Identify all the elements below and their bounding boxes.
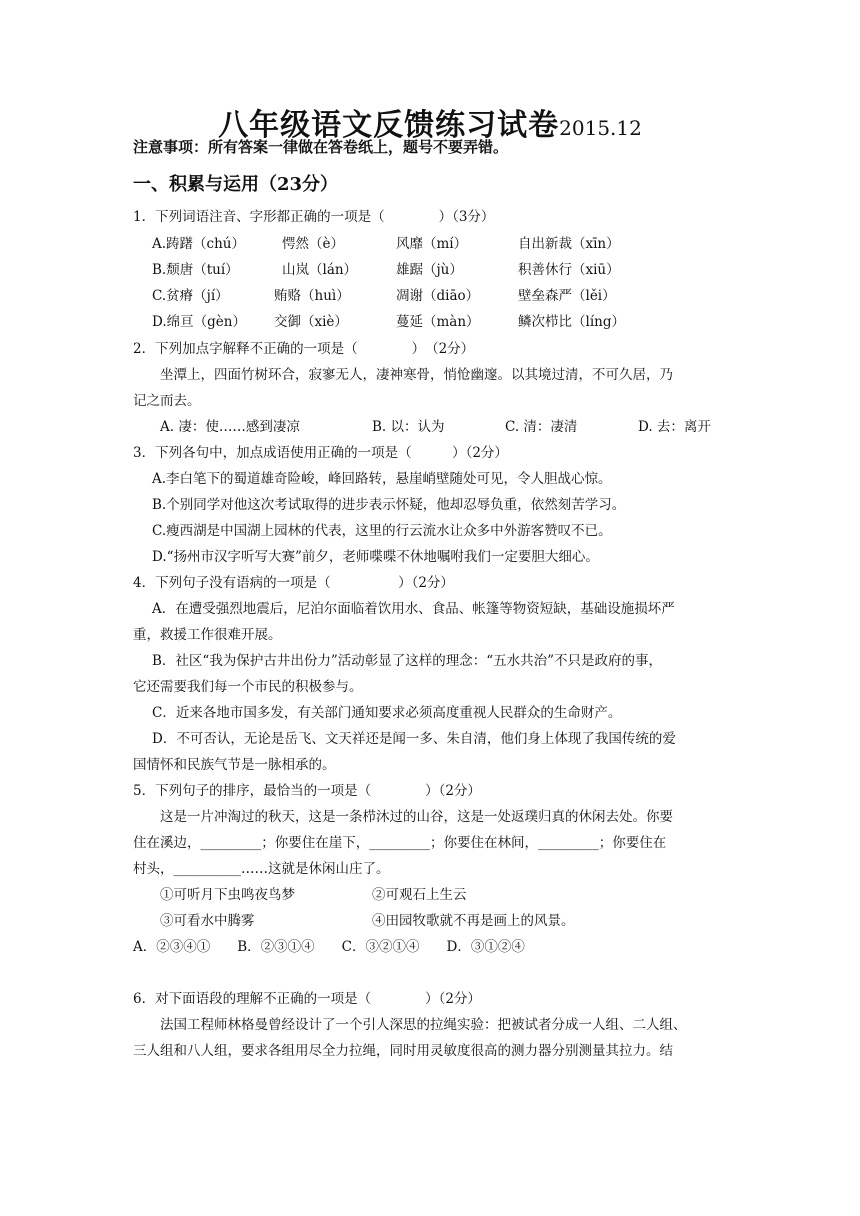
q1-d3: 蔓延（màn）: [396, 314, 480, 330]
q1-a3: 风靡（mí）: [396, 236, 468, 252]
q4-option-b-line1: B．社区“我为保护古井出份力”活动彰显了这样的理念：“五水共治”不只是政府的事，: [152, 653, 663, 669]
q2-passage-line2: 记之而去。: [133, 393, 201, 409]
q5-passage-line1: 这是一片冲淘过的秋天，这是一条栉沐过的山谷，这是一处返璞归真的休闲去处。你要: [160, 809, 673, 825]
q5-passage-line3: 村头，__________……这就是休闲山庄了。: [133, 861, 390, 877]
q5-sentence-2: ②可观石上生云: [372, 887, 467, 903]
q1-b1: B.颓唐（tuí）: [152, 262, 239, 278]
q3-stem: 3．下列各句中，加点成语使用正确的一项是（ ）（2分）: [133, 445, 508, 461]
q1-c4: 壁垒森严（lěi）: [518, 288, 616, 304]
q4-option-c: C．近来各地市国多发，有关部门通知要求必须高度重视人民群众的生命财产。: [152, 705, 622, 721]
q1-a1: A.踌躇（chú）: [152, 236, 245, 252]
q1-a4: 自出新裁（xīn）: [518, 236, 620, 252]
q5-options: A．②③④① B．②③①④ C．③②①④ D．③①②④: [133, 939, 525, 955]
notice: 注意事项：所有答案一律做在答卷纸上，题号不要弄错。: [133, 138, 509, 156]
q3-option-b: B.个别同学对他这次考试取得的进步表示怀疑，他却忍辱负重，依然刻苦学习。: [152, 497, 626, 513]
q1-a2: 愕然（è）: [282, 236, 344, 252]
q2-option-a: A. 凄：使……感到凄凉: [160, 419, 300, 435]
q4-option-d-line1: D．不可否认，无论是岳飞、文天祥还是闻一多、朱自清，他们身上体现了我国传统的爱: [152, 731, 676, 747]
q1-b4: 积善休行（xiū）: [518, 262, 620, 278]
q5-sentence-4: ④田园牧歌就不再是画上的风景。: [372, 913, 575, 929]
q4-stem: 4．下列句子没有语病的一项是（ ）（2分）: [133, 575, 454, 591]
q4-option-d-line2: 国情怀和民族气节是一脉相承的。: [133, 757, 336, 773]
section-heading: 一、积累与运用（23分）: [133, 174, 339, 195]
q1-b2: 山岚（lán）: [282, 262, 358, 278]
q1-c1: C.贫瘠（jí）: [152, 288, 229, 304]
q4-option-a-line1: A．在遭受强烈地震后，尼泊尔面临着饮用水、食品、帐篷等物资短缺，基础设施损坏严: [152, 601, 675, 617]
q1-d2: 交御（xiè）: [274, 314, 348, 330]
title-text: 八年级语文反馈练习试卷: [218, 108, 560, 143]
q2-option-c: C. 清：凄清: [505, 419, 578, 435]
q2-option-b: B. 以：认为: [372, 419, 445, 435]
q1-c2: 贿赂（huì）: [274, 288, 350, 304]
q1-c3: 凋谢（diāo）: [396, 288, 480, 304]
q3-option-a: A.李白笔下的蜀道雄奇险峻，峰回路转，悬崖峭壁随处可见，令人胆战心惊。: [152, 471, 612, 487]
q1-b3: 雄踞（jù）: [396, 262, 463, 278]
q5-stem: 5．下列句子的排序，最恰当的一项是（ ）（2分）: [133, 783, 481, 799]
q3-option-d: D.“扬州市汉字听写大赛”前夕，老师喋喋不休地嘱咐我们一定要胆大细心。: [152, 549, 599, 565]
q2-stem: 2．下列加点字解释不正确的一项是（ ） （2分）: [133, 341, 475, 357]
q1-d4: 鳞次栉比（líng）: [518, 314, 625, 330]
q4-option-b-line2: 它还需要我们每一个市民的积极参与。: [133, 679, 363, 695]
q5-passage-line2: 住在溪边，_________；你要住在崖下，_________；你要住在林间，_________；你要住在: [133, 835, 667, 851]
q5-sentence-3: ③可看水中腾雾: [160, 913, 255, 929]
q2-passage-line1: 坐潭上，四面竹树环合，寂寥无人，凄神寒骨，悄怆幽邃。以其境过清，不可久居，乃: [160, 367, 673, 383]
q2-option-d: D. 去：离开: [638, 419, 711, 435]
q6-passage-line2: 三人组和八人组，要求各组用尽全力拉绳，同时用灵敏度很高的测力器分别测量其拉力。结: [133, 1043, 673, 1059]
q6-passage-line1: 法国工程师林格曼曾经设计了一个引人深思的拉绳实验：把被试者分成一人组、二人组、: [160, 1017, 687, 1033]
q3-option-c: C.瘦西湖是中国湖上园林的代表，这里的行云流水让众多中外游客赞叹不已。: [152, 523, 612, 539]
q1-stem: 1．下列词语注音、字形都正确的一项是（ ）（3分）: [133, 209, 495, 225]
title-date: 2015.12: [559, 116, 642, 140]
q6-stem: 6．对下面语段的理解不正确的一项是（ ）（2分）: [133, 991, 481, 1007]
q4-option-a-line2: 重，救援工作很难开展。: [133, 627, 282, 643]
q1-d1: D.绵亘（gèn）: [152, 314, 246, 330]
q5-sentence-1: ①可听月下虫鸣夜鸟梦: [160, 887, 295, 903]
